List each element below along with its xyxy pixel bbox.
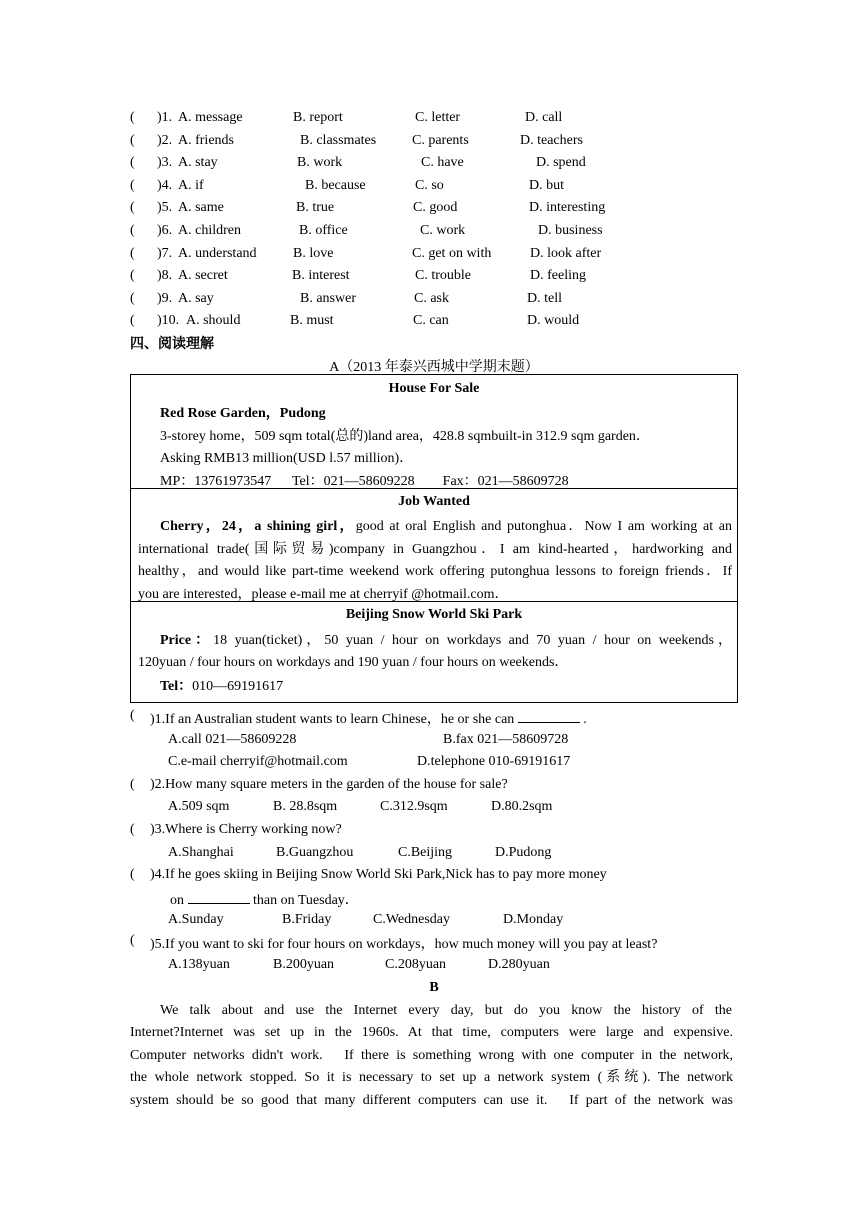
passage-line: the whole network stopped. So it is necessary to set up a network system (系统). The network (130, 1070, 733, 1085)
job-line: you are interested，please e-mail me at cherryif @hotmail.com． (138, 587, 509, 602)
cloze-option-a: A. secret (178, 268, 228, 284)
cloze-paren: ( (130, 110, 135, 125)
answer-blank[interactable] (518, 708, 580, 723)
cloze-number: )2. (157, 132, 173, 148)
job-lead: Cherry，24，a shining girl， (160, 519, 356, 534)
cloze-number: )4. (157, 177, 173, 193)
cloze-option-b: B. true (296, 200, 335, 216)
cloze-option-a: A. should (186, 313, 241, 329)
option: D.80.2sqm (491, 799, 553, 814)
question-paren: ( (130, 708, 135, 723)
question-end: . (583, 712, 587, 727)
passage-line: Computer networks didn't work. If there is something wrong with one computer in the network, (130, 1048, 733, 1063)
cloze-option-d: D. call (525, 110, 563, 125)
option: A.Sunday (168, 912, 224, 927)
cloze-paren: ( (130, 223, 135, 238)
question-text: )5.If you want to ski for four hours on workdays，how much money will you pay at least? (150, 937, 658, 952)
cloze-paren: ( (130, 268, 135, 284)
cloze-option-c: C. work (420, 223, 466, 238)
cloze-option-a: A. understand (178, 245, 257, 261)
cloze-option-c: C. letter (415, 110, 461, 125)
cloze-paren: ( (130, 245, 135, 261)
house-name: Red Rose Garden，Pudong (160, 406, 326, 421)
cloze-option-b: B. office (299, 223, 348, 238)
cloze-option-d: D. teachers (520, 132, 583, 148)
option: C.Beijing (398, 845, 453, 860)
cloze-number: )6. (157, 223, 173, 238)
option: A.call 021—58609228 (168, 732, 297, 747)
cloze-option-c: C. trouble (415, 268, 471, 284)
part-a-heading: A（2013 年泰兴西城中学期末题） (329, 360, 539, 375)
option: B.Guangzhou (276, 845, 354, 860)
cloze-option-b: B. report (293, 110, 343, 125)
question-paren: ( (130, 933, 135, 948)
cloze-number: )3. (157, 155, 173, 171)
ski-line: 120yuan / four hours on workdays and 190 yuan / four hours on weekends． (138, 655, 569, 670)
cloze-option-c: C. get on with (412, 245, 492, 261)
question-text: )4.If he goes skiing in Beijing Snow World Ski Park,Nick has to pay more money (150, 867, 607, 882)
option: D.telephone 010-69191617 (417, 754, 571, 769)
cloze-paren: ( (130, 200, 135, 216)
cloze-option-b: B. answer (300, 290, 356, 306)
ski-tel-value: 010—69191617 (192, 679, 284, 694)
cloze-option-b: B. because (305, 177, 366, 193)
cloze-paren: ( (130, 132, 135, 148)
cloze-option-c: C. parents (412, 132, 469, 148)
option: B. 28.8sqm (273, 799, 338, 814)
cloze-option-a: A. say (178, 290, 214, 306)
cloze-option-c: C. good (413, 200, 458, 216)
passage-line: system should be so good that many different computers can use it. If part of the network was (130, 1093, 733, 1108)
cloze-option-b: B. work (297, 155, 343, 171)
question-after: than on Tuesday． (253, 893, 359, 908)
cloze-number: )10. (157, 313, 180, 329)
option: B.200yuan (273, 957, 335, 972)
cloze-option-b: B. classmates (300, 132, 377, 148)
cloze-option-b: B. must (290, 313, 334, 329)
option: A.Shanghai (168, 845, 234, 860)
ski-price-label: Price： (160, 633, 214, 648)
cloze-number: )9. (157, 290, 173, 306)
passage-line: We talk about and use the Internet every day, but do you know the history of the (160, 1003, 732, 1018)
cloze-option-d: D. tell (527, 290, 562, 306)
answer-blank[interactable] (188, 889, 250, 904)
passage-line: Internet?Internet was set up in the 1960s. At that time, computers were large and expensive. (130, 1025, 733, 1040)
cloze-option-c: C. have (421, 155, 464, 171)
option: A.138yuan (168, 957, 230, 972)
cloze-paren: ( (130, 177, 135, 193)
question-paren: ( (130, 867, 135, 882)
cloze-paren: ( (130, 313, 135, 329)
job-line (160, 515, 732, 535)
cloze-option-d: D. feeling (530, 268, 586, 284)
cloze-option-d: D. spend (536, 155, 586, 171)
ski-title: Beijing Snow World Ski Park (345, 607, 523, 622)
cloze-number: )7. (157, 245, 173, 261)
job-line: international trade(国际贸易)company in Guangzhou．I am kind-hearted，hardworking and (138, 542, 732, 557)
question-text: )3.Where is Cherry working now? (150, 822, 342, 837)
cloze-option-a: A. message (178, 110, 243, 125)
house-line: Asking RMB13 million(USD l.57 million)． (160, 451, 414, 466)
cloze-option-d: D. interesting (529, 200, 606, 216)
cloze-option-d: D. look after (530, 245, 602, 261)
section-title: 四、阅读理解 (130, 336, 214, 352)
house-contact: MP：13761973547 Tel：021—58609228 Fax：021—58609728 (160, 474, 569, 489)
cloze-option-d: D. would (527, 313, 580, 329)
question-text: )2.How many square meters in the garden of the house for sale? (150, 777, 508, 792)
question-on: on (170, 893, 184, 908)
cloze-option-a: A. friends (178, 132, 234, 148)
ski-tel-label: Tel： (160, 679, 193, 694)
option: D.280yuan (488, 957, 550, 972)
question-paren: ( (130, 777, 135, 792)
house-title: House For Sale (388, 381, 480, 396)
cloze-option-a: A. same (178, 200, 224, 216)
option: C.312.9sqm (380, 799, 448, 814)
job-line: healthy，and would like part-time weekend work offering putonghua lessons to foreign friends．If (138, 564, 732, 579)
option: B.Friday (282, 912, 332, 927)
cloze-option-d: D. but (529, 177, 564, 193)
option: B.fax 021—58609728 (443, 732, 569, 747)
house-line: 3-storey home，509 sqm total(总的)land area，428.8 sqmbuilt-in 312.9 sqm garden． (160, 429, 650, 444)
ski-line-rest: 18 yuan(ticket)，50 yuan / hour on workdays and 70 yuan / hour on weekends， (213, 633, 733, 648)
option: D.Monday (503, 912, 564, 927)
question-stem (150, 708, 587, 728)
option: A.509 sqm (168, 799, 230, 814)
cloze-option-b: B. interest (292, 268, 350, 284)
cloze-number: )8. (157, 268, 173, 284)
option: C.Wednesday (373, 912, 451, 927)
cloze-option-a: A. children (178, 223, 241, 238)
job-line-rest: good at oral English and putonghua．Now I am working at an (355, 519, 732, 534)
job-title: Job Wanted (398, 494, 470, 509)
cloze-option-d: D. business (538, 223, 603, 238)
cloze-option-c: C. so (415, 177, 444, 193)
option: D.Pudong (495, 845, 552, 860)
cloze-paren: ( (130, 290, 135, 306)
cloze-option-b: B. love (293, 245, 334, 261)
cloze-option-a: A. if (178, 177, 204, 193)
option: C.e-mail cherryif@hotmail.com (168, 754, 348, 769)
question-text: )1.If an Australian student wants to learn Chinese，he or she can (150, 712, 515, 727)
cloze-paren: ( (130, 155, 135, 171)
cloze-option-c: C. can (413, 313, 449, 329)
ski-tel (160, 675, 283, 695)
question-stem-cont (170, 889, 359, 909)
cloze-option-a: A. stay (178, 155, 218, 171)
option: C.208yuan (385, 957, 447, 972)
cloze-number: )1. (157, 110, 173, 125)
cloze-number: )5. (157, 200, 173, 216)
ski-line (160, 629, 732, 649)
cloze-option-c: C. ask (414, 290, 449, 306)
question-paren: ( (130, 822, 135, 837)
part-b-heading: B (429, 980, 439, 995)
